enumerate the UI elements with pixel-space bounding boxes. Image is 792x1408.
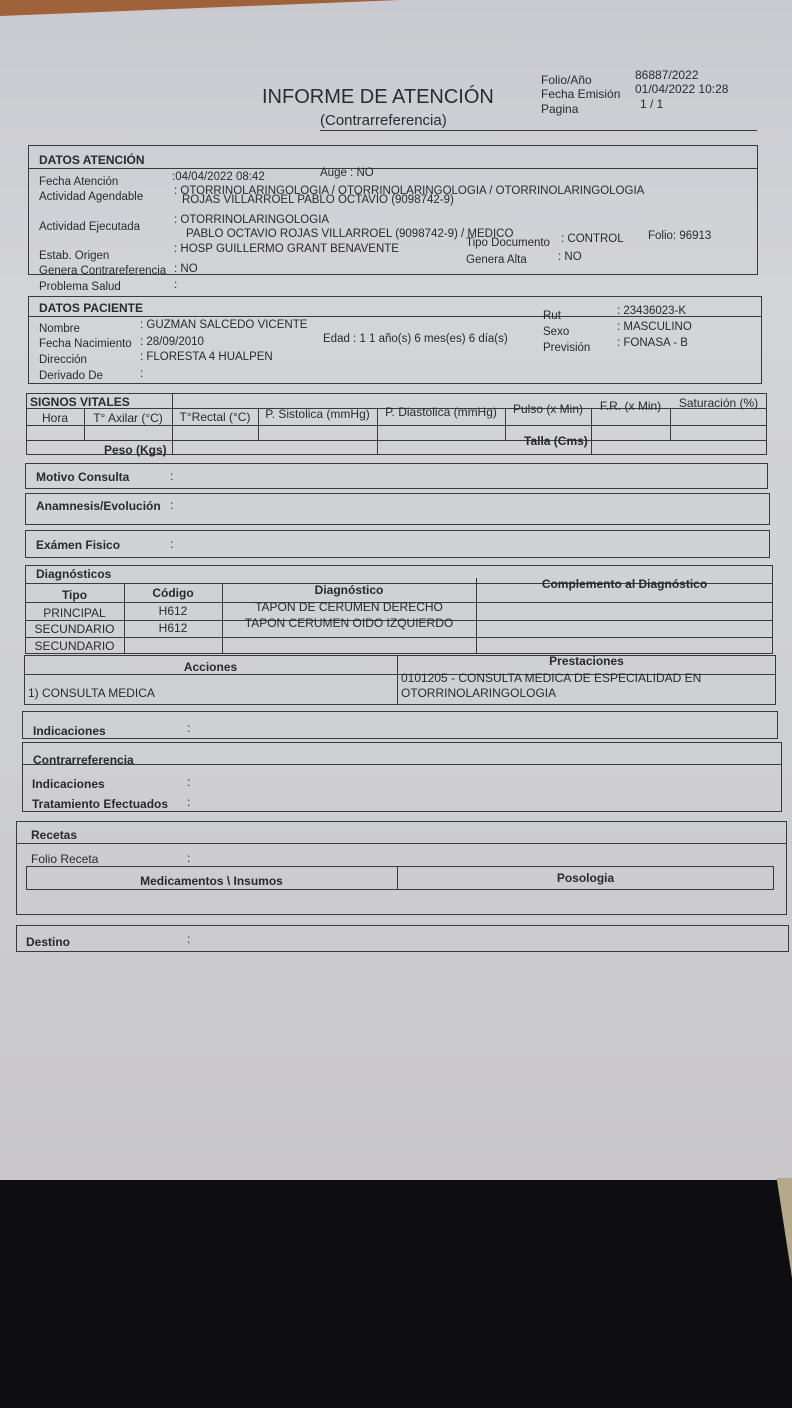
row-diagnostico: TAPON DE CERUMEN DERECHO bbox=[255, 600, 443, 614]
section-divider bbox=[28, 168, 758, 169]
fecha-atencion-value: :04/04/2022 08:42 bbox=[172, 171, 265, 183]
fecha-atencion-label: Fecha Atención bbox=[39, 176, 119, 188]
peso-label: Peso (Kgs) bbox=[104, 443, 167, 457]
examen-fisico-field bbox=[25, 530, 770, 558]
folio-value: 86887/2022 bbox=[635, 68, 699, 82]
folio-label: Folio/Año bbox=[541, 73, 592, 87]
actividad-ejecutada-value-2: PABLO OCTAVIO ROJAS VILLARROEL (9098742-9) / MEDICO bbox=[186, 228, 514, 240]
table-rule bbox=[26, 425, 767, 426]
table-col-line bbox=[670, 408, 671, 440]
col-saturacion: Saturación (%) bbox=[678, 396, 759, 410]
tipo-documento-value: : CONTROL bbox=[561, 233, 624, 245]
col-tipo: Tipo bbox=[61, 588, 88, 602]
row-tipo: SECUNDARIO bbox=[34, 639, 115, 653]
row-tipo: PRINCIPAL bbox=[43, 606, 106, 620]
section-divider bbox=[22, 764, 782, 765]
actividad-ejecutada-label: Actividad Ejecutada bbox=[39, 221, 141, 233]
motivo-consulta-value: : bbox=[170, 469, 174, 483]
emision-value: 01/04/2022 10:28 bbox=[635, 82, 729, 96]
problema-salud-value: : bbox=[174, 279, 178, 291]
indicaciones-label: Indicaciones bbox=[33, 724, 106, 738]
table-rule bbox=[26, 440, 767, 441]
tratamiento-label: Tratamiento Efectuados bbox=[32, 797, 169, 811]
folio-receta-label: Folio Receta bbox=[31, 852, 99, 866]
datos-atencion-heading: DATOS ATENCIÓN bbox=[39, 153, 145, 167]
rut-label: Rut bbox=[543, 310, 561, 322]
acciones-header: Acciones bbox=[183, 660, 238, 674]
fecha-nacimiento-value: : 28/09/2010 bbox=[140, 336, 204, 348]
medicamentos-header: Medicamentos \ Insumos bbox=[140, 874, 283, 888]
anamnesis-label: Anamnesis/Evolución bbox=[36, 499, 161, 513]
prestaciones-header: Prestaciones bbox=[549, 654, 624, 668]
nombre-value: : GUZMAN SALCEDO VICENTE bbox=[140, 319, 308, 331]
contra-indicaciones-value: : bbox=[187, 775, 191, 789]
col-codigo: Código bbox=[152, 586, 194, 600]
accion-1: 1) CONSULTA MEDICA bbox=[28, 686, 155, 700]
prestacion-1-line1: 0101205 - CONSULTA MEDICA DE ESPECIALIDAD EN bbox=[401, 671, 702, 685]
prevision-value: : FONASA - B bbox=[617, 337, 688, 349]
direccion-label: Dirección bbox=[39, 354, 87, 366]
motivo-consulta-label: Motivo Consulta bbox=[36, 470, 130, 484]
col-fr: F.R. (x Min) bbox=[599, 399, 662, 413]
examen-fisico-value: : bbox=[170, 537, 174, 551]
nombre-label: Nombre bbox=[39, 323, 80, 335]
genera-alta-label: Genera Alta bbox=[466, 254, 527, 266]
col-diastolica: P. Diastolica (mmHg) bbox=[385, 405, 497, 419]
col-pulso: Pulso (x Min) bbox=[512, 402, 583, 416]
tipo-documento-label: Tipo Documento bbox=[466, 237, 550, 249]
folio-receta-value: : bbox=[187, 851, 191, 865]
actividad-agendable-label: Actividad Agendable bbox=[39, 191, 144, 203]
derivado-value: : bbox=[140, 368, 144, 380]
actividad-agendable-value-1: : OTORRINOLARINGOLOGIA / OTORRINOLARINGOLOGIA / OTORRINOLARINGOLOGIA bbox=[174, 185, 645, 197]
table-edge bbox=[0, 0, 400, 16]
sexo-label: Sexo bbox=[543, 326, 570, 338]
row-codigo: H612 bbox=[158, 621, 188, 635]
examen-fisico-label: Exámen Fisico bbox=[36, 538, 121, 552]
datos-paciente-heading: DATOS PACIENTE bbox=[39, 301, 144, 315]
rut-value: : 23436023-K bbox=[617, 305, 687, 317]
destino-label: Destino bbox=[26, 935, 71, 949]
row-tipo: SECUNDARIO bbox=[34, 622, 115, 636]
page-title: INFORME DE ATENCIÓN bbox=[262, 86, 494, 108]
pagina-value: 1 / 1 bbox=[640, 97, 664, 111]
table-col-line bbox=[591, 408, 592, 455]
talla-label: Talla (Cms) bbox=[524, 434, 588, 448]
auge-value: Auge : NO bbox=[320, 167, 374, 179]
indicaciones-field bbox=[22, 711, 778, 739]
row-codigo: H612 bbox=[158, 604, 188, 618]
table-rule bbox=[25, 637, 773, 638]
col-complemento: Complemento al Diagnóstico bbox=[541, 577, 708, 591]
background-object bbox=[770, 1178, 792, 1278]
anamnesis-value: : bbox=[170, 498, 174, 512]
indicaciones-value: : bbox=[187, 721, 191, 735]
destino-value: : bbox=[187, 932, 191, 946]
col-diagnostico: Diagnóstico bbox=[314, 583, 384, 597]
genera-alta-value: : NO bbox=[558, 251, 582, 263]
problema-salud-label: Problema Salud bbox=[39, 281, 121, 293]
prestacion-1-line2: OTORRINOLARINGOLOGIA bbox=[401, 686, 557, 700]
motivo-consulta-field bbox=[25, 463, 768, 489]
table-col-line bbox=[172, 393, 173, 455]
tratamiento-value: : bbox=[187, 795, 191, 809]
actividad-agendable-value-2: ROJAS VILLARROEL PABLO OCTAVIO (9098742-9) bbox=[182, 194, 454, 206]
pagina-label: Pagina bbox=[541, 102, 579, 116]
contrarreferencia-heading: Contrarreferencia bbox=[33, 753, 134, 767]
posologia-header: Posologia bbox=[556, 871, 615, 885]
direccion-value: : FLORESTA 4 HUALPEN bbox=[140, 351, 273, 363]
actividad-ejecutada-value-1: : OTORRINOLARINGOLOGIA bbox=[174, 214, 330, 226]
destino-field bbox=[16, 925, 789, 952]
emision-label: Fecha Emisión bbox=[541, 87, 621, 101]
estab-origen-value: : HOSP GUILLERMO GRANT BENAVENTE bbox=[174, 243, 399, 255]
signos-vitales-heading: SIGNOS VITALES bbox=[30, 395, 130, 409]
edad-value: Edad : 1 1 año(s) 6 mes(es) 6 día(s) bbox=[323, 333, 508, 345]
prevision-label: Previsión bbox=[543, 342, 591, 354]
page-subtitle: (Contrarreferencia) bbox=[320, 112, 447, 129]
recetas-heading: Recetas bbox=[31, 828, 78, 842]
sexo-value: : MASCULINO bbox=[617, 321, 692, 333]
genera-contrareferencia-value: : NO bbox=[174, 263, 198, 275]
col-axilar: T° Axilar (°C) bbox=[93, 411, 163, 425]
col-sistolica: P. Sistolica (mmHg) bbox=[265, 407, 370, 421]
genera-contrareferencia-label: Genera Contrareferencia bbox=[39, 265, 167, 277]
row-diagnostico: TAPON CERUMEN OIDO IZQUIERDO bbox=[244, 616, 454, 630]
col-rectal: T°Rectal (°C) bbox=[179, 410, 251, 424]
diagnosticos-heading: Diagnósticos bbox=[36, 567, 112, 581]
estab-origen-label: Estab. Origen bbox=[39, 250, 110, 262]
header-rule bbox=[320, 130, 757, 131]
col-hora: Hora bbox=[41, 411, 68, 425]
section-divider bbox=[16, 843, 787, 844]
derivado-label: Derivado De bbox=[39, 370, 103, 382]
folio-atencion: Folio: 96913 bbox=[648, 230, 712, 242]
contra-indicaciones-label: Indicaciones bbox=[32, 777, 105, 791]
fecha-nacimiento-label: Fecha Nacimiento bbox=[39, 338, 132, 350]
